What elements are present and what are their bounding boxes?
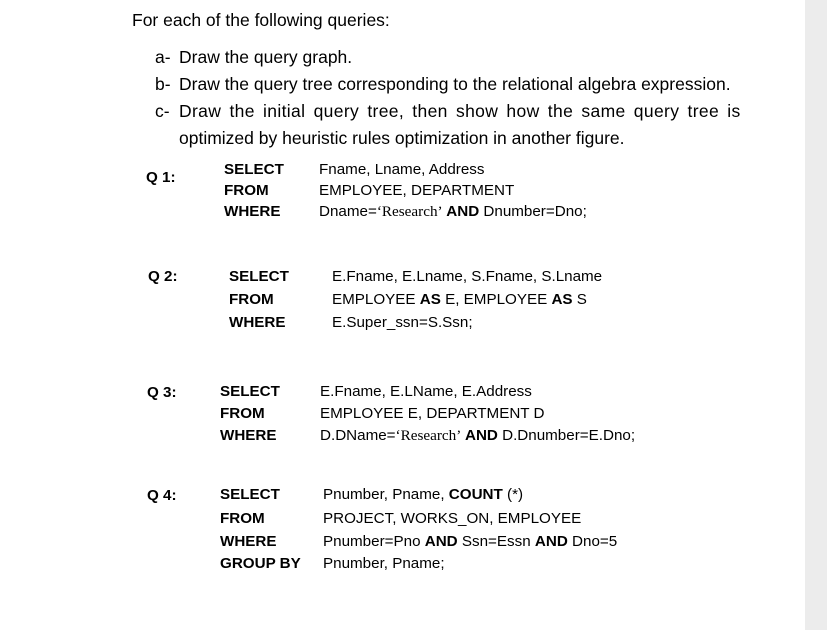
where-value bbox=[323, 533, 617, 550]
instruction-list bbox=[155, 44, 741, 152]
instruction-text-continued: optimized by heuristic rules optimization in another figure. bbox=[179, 128, 625, 148]
select-keyword: SELECT bbox=[220, 383, 280, 400]
from-keyword: FROM bbox=[220, 405, 265, 422]
select-part: Pnumber, Pname, bbox=[323, 486, 449, 503]
select-value: Fname, Lname, Address bbox=[319, 161, 485, 178]
query-label: Q 4: bbox=[147, 487, 177, 504]
select-function: COUNT bbox=[448, 486, 503, 503]
instruction-text: Draw the initial query tree, then show how the same query tree is bbox=[179, 101, 741, 121]
group-by-keyword: GROUP BY bbox=[220, 555, 301, 572]
from-part: E, EMPLOYEE bbox=[440, 291, 552, 308]
intro-text: For each of the following queries: bbox=[132, 10, 390, 30]
select-keyword: SELECT bbox=[229, 268, 289, 285]
select-keyword: SELECT bbox=[220, 486, 280, 503]
from-value: EMPLOYEE, DEPARTMENT bbox=[319, 182, 515, 199]
where-keyword: WHERE bbox=[220, 427, 277, 444]
from-operator: AS bbox=[419, 291, 441, 308]
where-keyword: WHERE bbox=[229, 314, 286, 331]
instruction-letter: c- bbox=[155, 101, 170, 121]
query-label: Q 2: bbox=[148, 268, 178, 285]
where-literal: ‘Research’ bbox=[395, 427, 462, 444]
where-part: Dname= bbox=[319, 203, 377, 220]
instruction-c bbox=[155, 98, 741, 152]
where-part: Ssn=Essn bbox=[457, 533, 535, 550]
from-value: EMPLOYEE E, DEPARTMENT D bbox=[320, 405, 545, 422]
from-keyword: FROM bbox=[220, 510, 265, 527]
from-value: PROJECT, WORKS_ON, EMPLOYEE bbox=[323, 510, 582, 527]
group-by-value: Pnumber, Pname; bbox=[323, 555, 445, 572]
where-keyword: WHERE bbox=[224, 203, 281, 220]
instruction-b bbox=[155, 71, 741, 98]
where-value bbox=[320, 427, 635, 445]
from-keyword: FROM bbox=[229, 291, 274, 308]
where-literal: ‘Research’ bbox=[376, 203, 443, 220]
where-keyword: WHERE bbox=[220, 533, 277, 550]
from-value bbox=[332, 291, 587, 308]
where-part: D.Dnumber=E.Dno; bbox=[502, 427, 636, 444]
from-part: EMPLOYEE bbox=[332, 291, 420, 308]
from-keyword: FROM bbox=[224, 182, 269, 199]
select-value: E.Fname, E.LName, E.Address bbox=[320, 383, 532, 400]
select-keyword: SELECT bbox=[224, 161, 284, 178]
page-edge-shadow bbox=[805, 0, 827, 630]
where-value: E.Super_ssn=S.Ssn; bbox=[332, 314, 473, 331]
where-operator: AND bbox=[461, 427, 503, 444]
instruction-text: Draw the query tree corresponding to the relational algebra expression. bbox=[179, 74, 731, 94]
query-label: Q 3: bbox=[147, 384, 177, 401]
where-operator: AND bbox=[424, 533, 458, 550]
instruction-text: Draw the query graph. bbox=[179, 47, 353, 67]
query-label: Q 1: bbox=[146, 169, 176, 186]
instruction-letter: a- bbox=[155, 47, 171, 67]
where-part: Dno=5 bbox=[567, 533, 618, 550]
select-value bbox=[323, 486, 523, 503]
where-part: D.DName= bbox=[320, 427, 396, 444]
where-part: Pnumber=Pno bbox=[323, 533, 425, 550]
where-value bbox=[319, 203, 587, 221]
instruction-a bbox=[155, 44, 741, 71]
from-part: S bbox=[572, 291, 587, 308]
select-value: E.Fname, E.Lname, S.Fname, S.Lname bbox=[332, 268, 603, 285]
select-part: (*) bbox=[502, 486, 524, 503]
where-operator: AND bbox=[442, 203, 484, 220]
instruction-letter: b- bbox=[155, 74, 171, 94]
where-part: Dnumber=Dno; bbox=[483, 203, 587, 220]
from-operator: AS bbox=[551, 291, 573, 308]
where-operator: AND bbox=[534, 533, 568, 550]
